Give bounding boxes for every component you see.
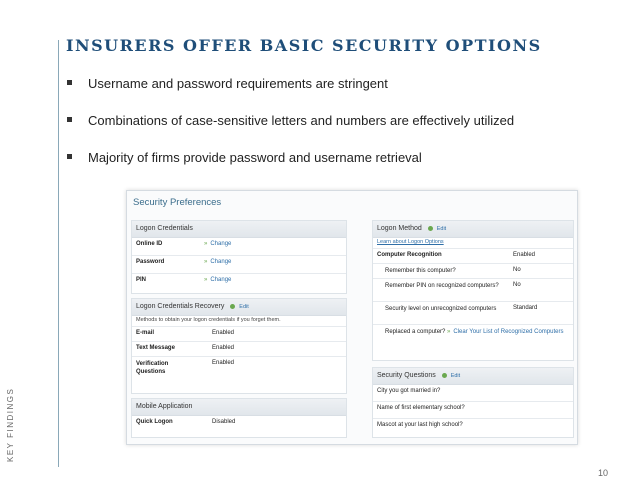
change-online-id-link[interactable]: » Change (204, 241, 232, 247)
recovery-row (132, 327, 346, 342)
bullet-square-icon (67, 80, 72, 85)
bullet-text: Combinations of case-sensitive letters and numbers are effectively utilized (88, 113, 515, 128)
logon-method-value: Standard (513, 305, 538, 311)
divider-line (58, 40, 59, 467)
recovery-label: E-mail (136, 330, 155, 336)
credential-label: PIN (136, 277, 147, 283)
recovery-panel (131, 298, 347, 394)
logon-method-sub (373, 238, 573, 249)
recovery-value: Enabled (212, 330, 235, 336)
logon-credentials-header (132, 221, 346, 238)
bullet-list (66, 76, 514, 187)
logon-method-row (373, 264, 573, 279)
bullet-text: Majority of firms provide password and username retrieval (88, 150, 422, 165)
logon-method-panel (372, 220, 574, 361)
bullet-item (66, 113, 514, 129)
security-questions-header (373, 368, 573, 385)
recovery-value: Enabled (212, 360, 235, 366)
mobile-header (132, 399, 346, 416)
credential-label: Online ID (136, 241, 163, 247)
slide-title: INSURERS OFFER BASIC SECURITY OPTIONS (66, 36, 542, 55)
logon-method-label: Remember PIN on recognized computers? (385, 283, 499, 289)
replaced-computer-row (373, 325, 573, 347)
logon-method-value: No (513, 267, 521, 273)
logon-method-label: Remember this computer? (385, 268, 456, 274)
edit-icon (230, 304, 235, 309)
security-questions-edit-link[interactable]: Edit (450, 373, 461, 379)
recovery-description: Methods to obtain your logon credentials if you forget them. (132, 316, 346, 327)
credential-row (132, 256, 346, 274)
panel-header-text: Mobile Application (136, 403, 193, 410)
panel-header-text: Logon Method (377, 225, 422, 232)
security-question-row (373, 402, 573, 419)
clear-computers-link[interactable]: » Clear Your List of Recognized Computers (447, 329, 564, 335)
credential-row (132, 238, 346, 256)
security-questions-panel (372, 367, 574, 438)
recovery-row (132, 342, 346, 357)
logon-method-row (373, 249, 573, 264)
security-question-text: City you got married in? (377, 388, 441, 394)
security-question-row (373, 419, 573, 435)
learn-logon-options-link[interactable]: Learn about Logon Options (377, 239, 444, 245)
edit-icon (428, 226, 433, 231)
logon-method-value: No (513, 282, 521, 288)
logon-method-value: Enabled (513, 252, 536, 258)
change-password-link[interactable]: » Change (204, 259, 232, 265)
bullet-item (66, 150, 514, 166)
recovery-row (132, 357, 346, 381)
recovery-header (132, 299, 346, 316)
panel-header-text: Logon Credentials (136, 225, 193, 232)
replaced-label: Replaced a computer? (385, 329, 446, 335)
logon-method-label: Security level on unrecognized computers (385, 306, 497, 312)
panel-header-text: Security Questions (377, 372, 436, 379)
screenshot-title: Security Preferences (133, 197, 222, 208)
side-label: KEY FINDINGS (6, 387, 15, 462)
mobile-label: Quick Logon (136, 419, 173, 425)
mobile-value: Disabled (212, 419, 236, 425)
credential-label: Password (136, 259, 165, 265)
bullet-square-icon (67, 154, 72, 159)
mobile-panel (131, 398, 347, 438)
recovery-label: Verification Questions (136, 361, 169, 375)
bullet-square-icon (67, 117, 72, 122)
recovery-edit-link[interactable]: Edit (239, 304, 249, 310)
logon-method-label: Computer Recognition (377, 252, 442, 258)
logon-method-edit-link[interactable]: Edit (436, 226, 447, 232)
arrow-icon: » (204, 277, 208, 283)
logon-method-row (373, 279, 573, 302)
recovery-label: Text Message (136, 345, 175, 351)
security-question-text: Name of first elementary school? (377, 405, 465, 411)
bullet-item (66, 76, 514, 92)
security-preferences-screenshot (126, 190, 578, 445)
mobile-row (132, 416, 346, 434)
page-number: 10 (597, 468, 608, 478)
panel-header-text: Logon Credentials Recovery (136, 303, 225, 310)
logon-method-header (373, 221, 573, 238)
security-question-text: Mascot at your last high school? (377, 422, 463, 428)
logon-credentials-panel (131, 220, 347, 294)
security-question-row (373, 385, 573, 402)
arrow-icon: » (204, 241, 208, 247)
edit-icon (442, 373, 447, 378)
replaced-computer-text (385, 328, 565, 336)
credential-row (132, 274, 346, 291)
arrow-icon: » (447, 329, 451, 335)
arrow-icon: » (204, 259, 208, 265)
recovery-value: Enabled (212, 345, 235, 351)
logon-method-row (373, 302, 573, 325)
bullet-text: Username and password requirements are stringent (88, 76, 388, 91)
change-pin-link[interactable]: » Change (204, 277, 232, 283)
